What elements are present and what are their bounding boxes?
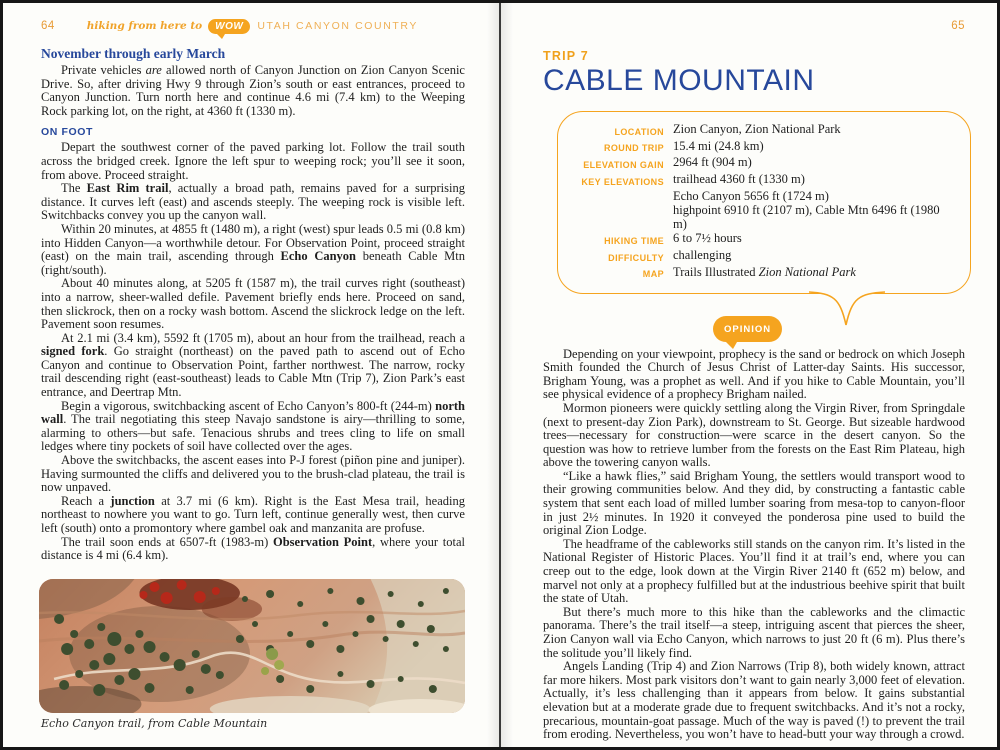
info-value: challenging [673,248,732,263]
info-row [568,265,954,282]
info-label: DIFFICULTY [608,252,664,263]
wow-logo [208,19,250,34]
info-value: 15.4 mi (24.8 km) [673,138,764,153]
info-box-tail [809,291,885,329]
page-number: 65 [951,20,965,32]
info-value: highpoint 6910 ft (2107 m), Cable Mtn 6496 ft (1980 m) [673,203,940,232]
info-row [568,231,954,248]
opinion-badge-label: OPINION [724,323,772,335]
header-tagline: hiking from here to [86,20,203,32]
paragraph: The trail soon ends at 6507-ft (1983-m) Observation Point, where your total distance is 4 mi (6.4 km). [41,534,465,563]
trail-photo [39,579,465,713]
info-label: MAP [642,269,664,280]
info-value: 2964 ft (904 m) [673,155,752,170]
paragraph: The East Rim trail, actually a broad path, remains paved for a surprising distance. It curves left (east) and ascends steeply. The weeping rock is visible left. Switchbacks convey you up the canyon wall. [41,181,465,223]
page-gutter-line [499,3,501,747]
wow-logo-text: WOW [215,20,244,32]
paragraph: Above the switchbacks, the ascent eases into P-J forest (piñon pine and juniper). Having surmounted the cliffs and delivered you to the brush-clad plateau, the trail is now unpaved. [41,453,465,495]
paragraph: Within 20 minutes, at 4855 ft (1480 m), a right (west) spur leads 0.5 mi (0.8 km) into Hidden Canyon—a worthwhile detour. For Observation Point, proceed straight (east) on the main trail, ascending through Echo Canyon beneath Cable Mtn (right/south). [41,221,465,277]
paragraph: Angels Landing (Trip 4) and Zion Narrows (Trip 8), both widely known, attract far more hikers. Most park visitors don’t want to gain nearly 3,000 feet of elevation. Actually, it’s less challenging than it appears from below. It gains substantial elevation but at a moderate grade due to frequent switchbacks. And it’s not a rocky, precarious, mountain-goat passage. Much of the way is paved (!) to prevent the trail from eroding. Nevertheless, you won’t have to head-butt your way through a crowd. [543,659,965,742]
info-row [568,155,954,172]
paragraph: “Like a hawk flies,” said Brigham Young, the settlers would transport wood to their growing communities below. And they did, by constructing a fantastic cable system that sent each load of milled lumber soaring from mesa-top to canyon-floor in just 2½ minutes. In 1920 it conveyed the ponderosa pine used to build the original Zion Lodge. [543,468,965,538]
trip-title: CABLE MOUNTAIN [543,64,815,97]
info-row [568,189,954,203]
info-row [568,172,954,189]
opinion-badge [713,316,782,342]
page-number: 64 [41,20,55,32]
paragraph: The headframe of the cableworks still stands on the canyon rim. It’s listed in the National Register of Historic Places. You’ll find it at trail’s end, where you can creep out to the edge, look down at the Virgin River 2140 ft (652 m) below, and marvel not only at a prophecy fulfilled but at the industrious beehive spirit that built the state of Utah. [543,536,965,606]
info-row [568,122,954,139]
photo-caption: Echo Canyon trail, from Cable Mountain [41,717,268,730]
info-label: ROUND TRIP [604,143,664,154]
info-label: LOCATION [614,126,664,137]
paragraph: Begin a vigorous, switchbacking ascent of Echo Canyon’s 800-ft (244-m) north wall. The trail negotiating this steep Navajo sandstone is airy—thrilling to some, alarming to others—but safe. Tenacious shrubs and trees cling to life on small ledges where tiny pockets of soil have collected over the ages. [41,398,465,454]
info-row [568,248,954,265]
paragraph: About 40 minutes along, at 5205 ft (1587 m), the trail curves right (southeast) into a narrow, sheer-walled defile. Pavement briefly ends here. Proceed on sand, then slickrock, then on a rocky wash bottom. Ascend the slickrock ledge on the left. Pavement soon resumes. [41,276,465,332]
paragraph: Private vehicles are allowed north of Canyon Junction on Zion Canyon Scenic Drive. So, after driving Hwy 9 through Zion’s south or east entrances, proceed to Canyon Junction. Turn north here and continue 4.6 mi (7.4 km) to the Weeping Rock parking lot, on the right, at 4360 ft (1330 m). [41,63,465,118]
paragraph: Mormon pioneers were quickly settling along the Virgin River, from Springdale (next to present-day Zion Park), downstream to St. George. But sizeable hardwood trees—necessary for construction—were scarce in the desert canyon. So the question was how to retrieve lumber from the forests on the East Rim Plateau, high above the towering canyon walls. [543,400,965,470]
trip-label: TRIP 7 [543,49,589,63]
info-row [568,203,954,231]
paragraph: Depending on your viewpoint, prophecy is the sand or bedrock on which Joseph Smith founded the Church of Jesus Christ of Latter-day Saints. His successor, Brigham Young, was a prophet as well. And if you hike to Cable Mountain, you’ll see physical evidence of a prophecy Brigham nailed. [543,346,965,402]
season-heading: November through early March [41,46,226,61]
paragraph: Depart the southwest corner of the paved parking lot. Follow the trail south across the bridged creek. Ignore the left spur to weeping rock; you’ll see it soon, from above. Proceed straight. [41,140,465,182]
right-page [503,3,1000,747]
info-label: ELEVATION GAIN [583,159,664,170]
info-label [568,203,673,231]
info-value: 6 to 7½ hours [673,231,742,246]
info-row [568,139,954,156]
info-label [568,189,673,203]
running-header [543,17,965,35]
info-value: trailhead 4360 ft (1330 m) [673,172,805,187]
info-value: Zion Canyon, Zion National Park [673,122,841,136]
series-title: UTAH CANYON COUNTRY [257,20,419,32]
info-label: HIKING TIME [604,235,664,246]
trip-info-box [557,111,971,294]
left-page [3,3,499,747]
info-label: KEY ELEVATIONS [581,176,664,187]
on-foot-heading: ON FOOT [41,126,94,139]
paragraph: But there’s much more to this hike than the cableworks and the climactic panorama. There’s the trail itself—a steep, intriguing ascent that pierces the sheer, Zion Canyon wall via Echo Canyon, which narrows to just 20 ft (6 m). Plus there’s the solitude you’ll likely find. [543,604,965,660]
paragraph: Reach a junction at 3.7 mi (6 km). Right is the East Mesa trail, heading northeast to nowhere you want to go. Turn left, continue generally west, then curve left (south) onto a promontory where gambel oak and manzanita are profuse. [41,493,466,535]
paragraph: At 2.1 mi (3.4 km), 5592 ft (1705 m), about an hour from the trailhead, reach a signed fork. Go straight (northeast) on the paved path to ascend out of Echo Canyon and continue to Observation Point, farther northwest. The narrow, rocky trail descending right (east-southeast) leads to Cable Mtn (Trip 7), Zion Park’s east entrance, and Deertrap Mtn. [41,330,465,400]
info-value: Trails Illustrated Zion National Park [673,264,856,279]
running-header [41,17,465,35]
info-value: Echo Canyon 5656 ft (1724 m) [673,188,829,203]
canyon-aerial-illustration [39,579,465,713]
